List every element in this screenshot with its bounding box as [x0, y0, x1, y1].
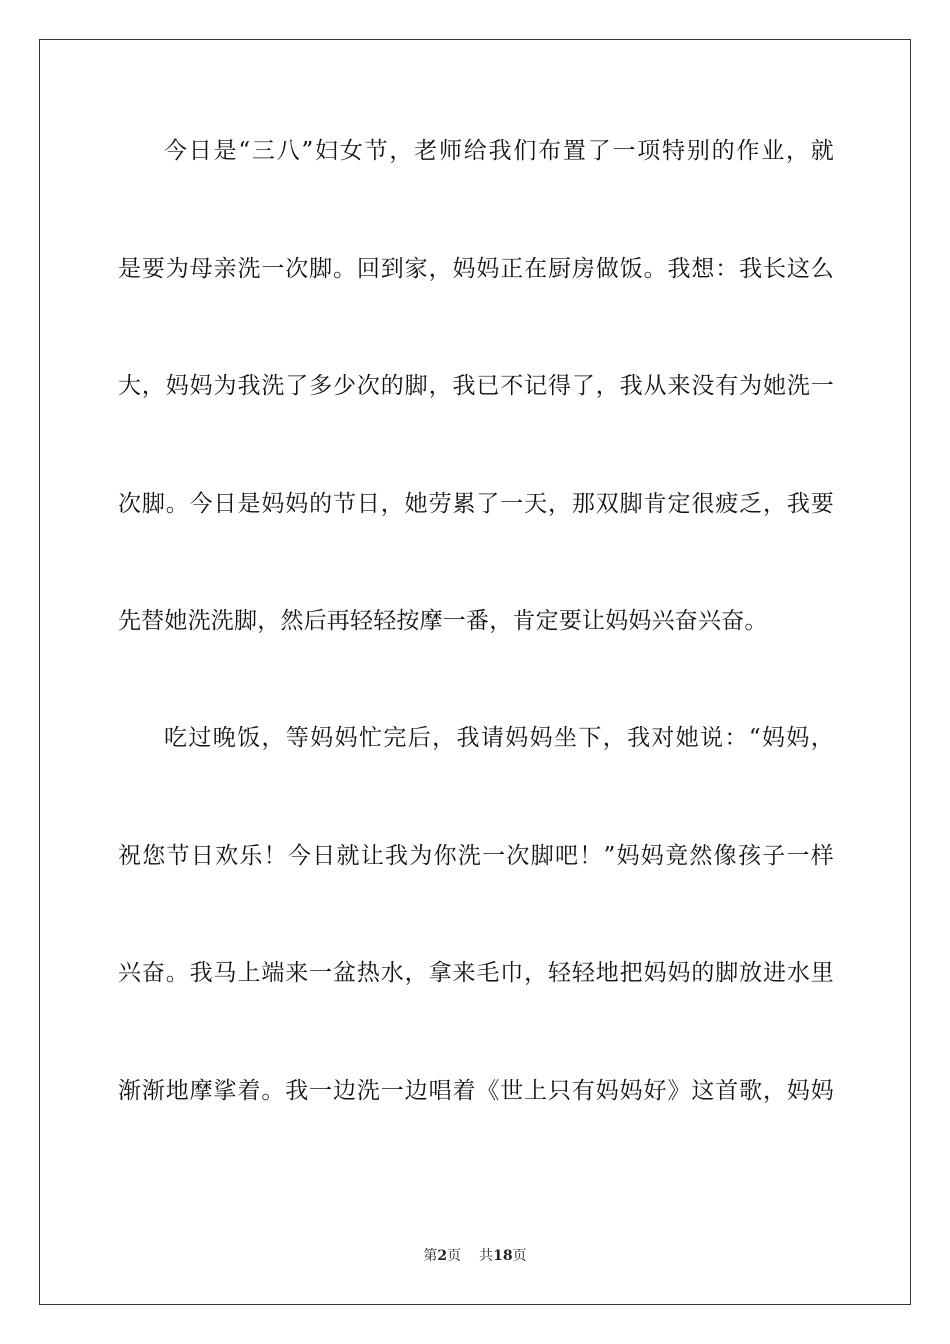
paragraph-1-line-1: 今日是“三八”妇女节，老师给我们布置了一项特别的作业，就: [164, 138, 834, 164]
total-prefix: 共: [479, 1248, 494, 1264]
page-border: [39, 39, 911, 1305]
page-number: 2: [437, 1248, 448, 1264]
paragraph-1-line-4: 次脚。今日是妈妈的节日，她劳累了一天，那双脚肯定很疲乏，我要: [118, 491, 834, 517]
paragraph-2-line-3: 兴奋。我马上端来一盆热水，拿来毛巾，轻轻地把妈妈的脚放进水里: [118, 960, 834, 986]
paragraph-1-line-5: 先替她洗洗脚，然后再轻轻按摩一番，肯定要让妈妈兴奋兴奋。: [118, 608, 768, 634]
paragraph-1-line-3: 大，妈妈为我洗了多少次的脚，我已不记得了，我从来没有为她洗一: [118, 373, 834, 399]
page-footer: [0, 1247, 950, 1265]
total-pages: 18: [493, 1248, 513, 1264]
paragraph-2-line-1: 吃过晚饭，等妈妈忙完后，我请妈妈坐下，我对她说：“妈妈，: [164, 725, 834, 751]
paragraph-2-line-4: 渐渐地摩挲着。我一边洗一边唱着《世上只有妈妈好》这首歌，妈妈: [118, 1078, 834, 1104]
page-suffix: 页: [447, 1248, 462, 1264]
paragraph-1-line-2: 是要为母亲洗一次脚。回到家，妈妈正在厨房做饭。我想：我长这么: [118, 256, 834, 282]
paragraph-2-line-2: 祝您节日欢乐！今日就让我为你洗一次脚吧！”妈妈竟然像孩子一样: [118, 843, 834, 869]
page-prefix: 第: [423, 1248, 438, 1264]
total-suffix: 页: [512, 1248, 527, 1264]
